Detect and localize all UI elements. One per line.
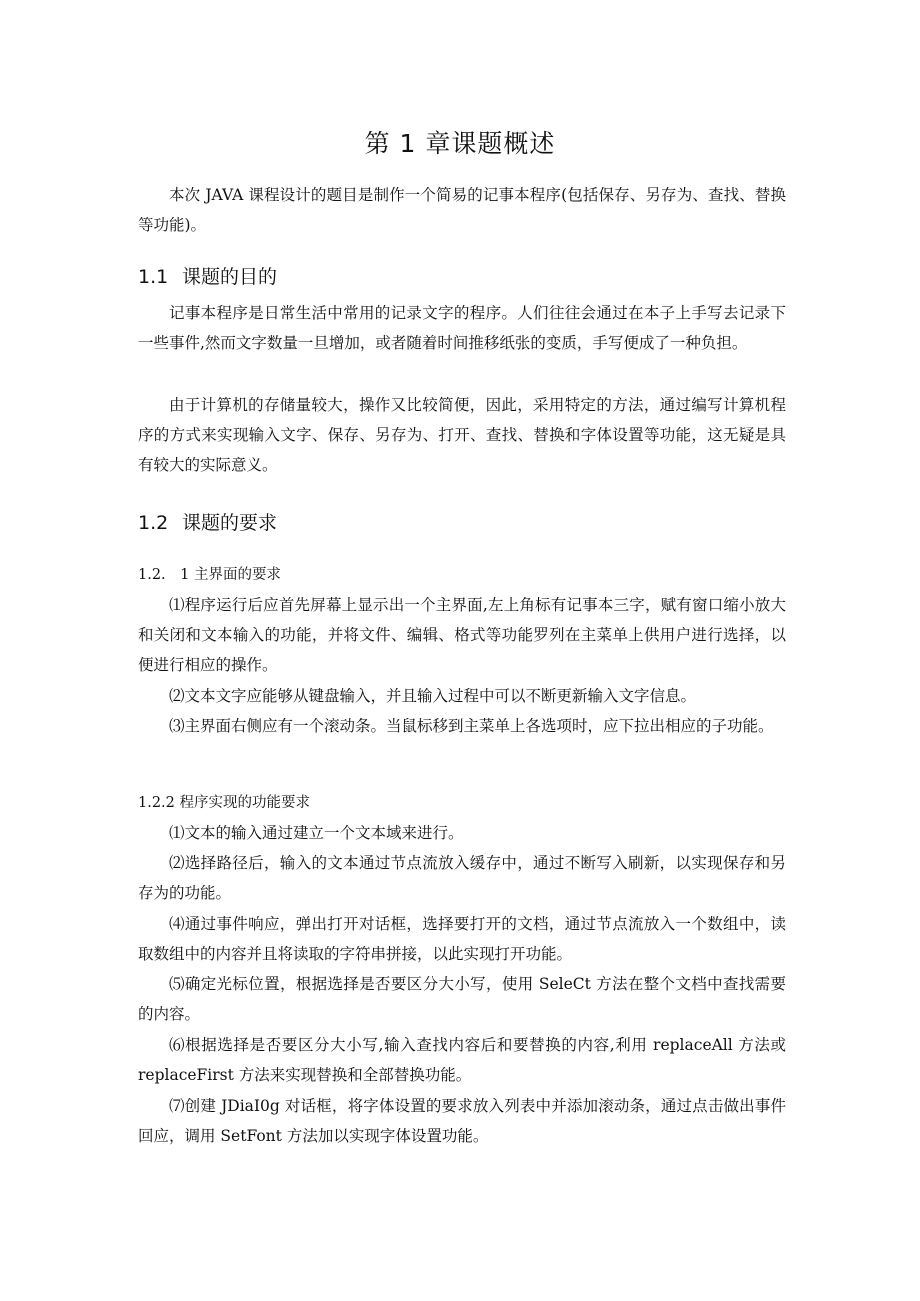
subsection-1-2-1-heading: 1.2. 1 主界面的要求	[138, 567, 282, 583]
function-item: ⑵选择路径后，输入的文本通过节点流放入缓存中，通过不断写入刷新，以实现保存和另存为的功能。	[138, 854, 786, 902]
section-number: 1.2	[138, 512, 169, 534]
section-title: 课题的要求	[182, 512, 278, 534]
requirement-item: ⑵文本文字应能够从键盘输入，并且输入过程中可以不断更新输入文字信息。	[169, 687, 697, 705]
function-item: ⑴文本的输入通过建立一个文本域来进行。	[169, 824, 464, 842]
requirement-item: ⑶主界面右侧应有一个滚动条。当鼠标移到主菜单上各选项时，应下拉出相应的子功能。	[169, 717, 774, 735]
function-item: ⑺创建 JDiaI0g 对话框，将字体设置的要求放入列表中并添加滚动条，通过点击做出事件回应，调用 SetFont 方法加以实现字体设置功能。	[138, 1097, 786, 1145]
chapter-title: 第 1 章课题概述	[364, 129, 556, 158]
section-title: 课题的目的	[182, 266, 278, 288]
function-item: ⑸确定光标位置，根据选择是否要区分大小写，使用 SeleCt 方法在整个文档中查找需要的内容。	[138, 975, 786, 1023]
function-item: ⑷通过事件响应，弹出打开对话框，选择要打开的文档，通过节点流放入一个数组中，读取数组中的内容并且将读取的字符串拼接，以此实现打开功能。	[138, 915, 786, 963]
section-1-2-heading	[138, 508, 277, 535]
purpose-paragraph-2: 由于计算机的存储量较大，操作又比较简便，因此，采用特定的方法，通过编写计算机程序的方式来实现输入文字、保存、另存为、打开、查找、替换和字体设置等功能，这无疑是具有较大的实际意义。	[138, 396, 786, 474]
requirement-item: ⑴程序运行后应首先屏幕上显示出一个主界面,左上角标有记事本三字，赋有窗口缩小放大和关闭和文本输入的功能，并将文件、编辑、格式等功能罗列在主菜单上供用户进行选择，以便进行相应的操作。	[138, 596, 786, 674]
intro-paragraph: 本次 JAVA 课程设计的题目是制作一个简易的记事本程序(包括保存、另存为、查找、替换等功能)。	[138, 186, 786, 234]
function-item: ⑹根据选择是否要区分大小写,输入查找内容后和要替换的内容,利用 replaceAll 方法或 replaceFirst 方法来实现替换和全部替换功能。	[138, 1036, 787, 1084]
purpose-paragraph-1: 记事本程序是日常生活中常用的记录文字的程序。人们往往会通过在本子上手写去记录下一些事件,然而文字数量一旦增加，或者随着时间推移纸张的变质，手写便成了一种负担。	[138, 304, 786, 352]
section-number: 1.1	[138, 266, 169, 288]
section-1-1-heading	[138, 262, 277, 289]
subsection-1-2-2-heading: 1.2.2 程序实现的功能要求	[138, 795, 311, 811]
